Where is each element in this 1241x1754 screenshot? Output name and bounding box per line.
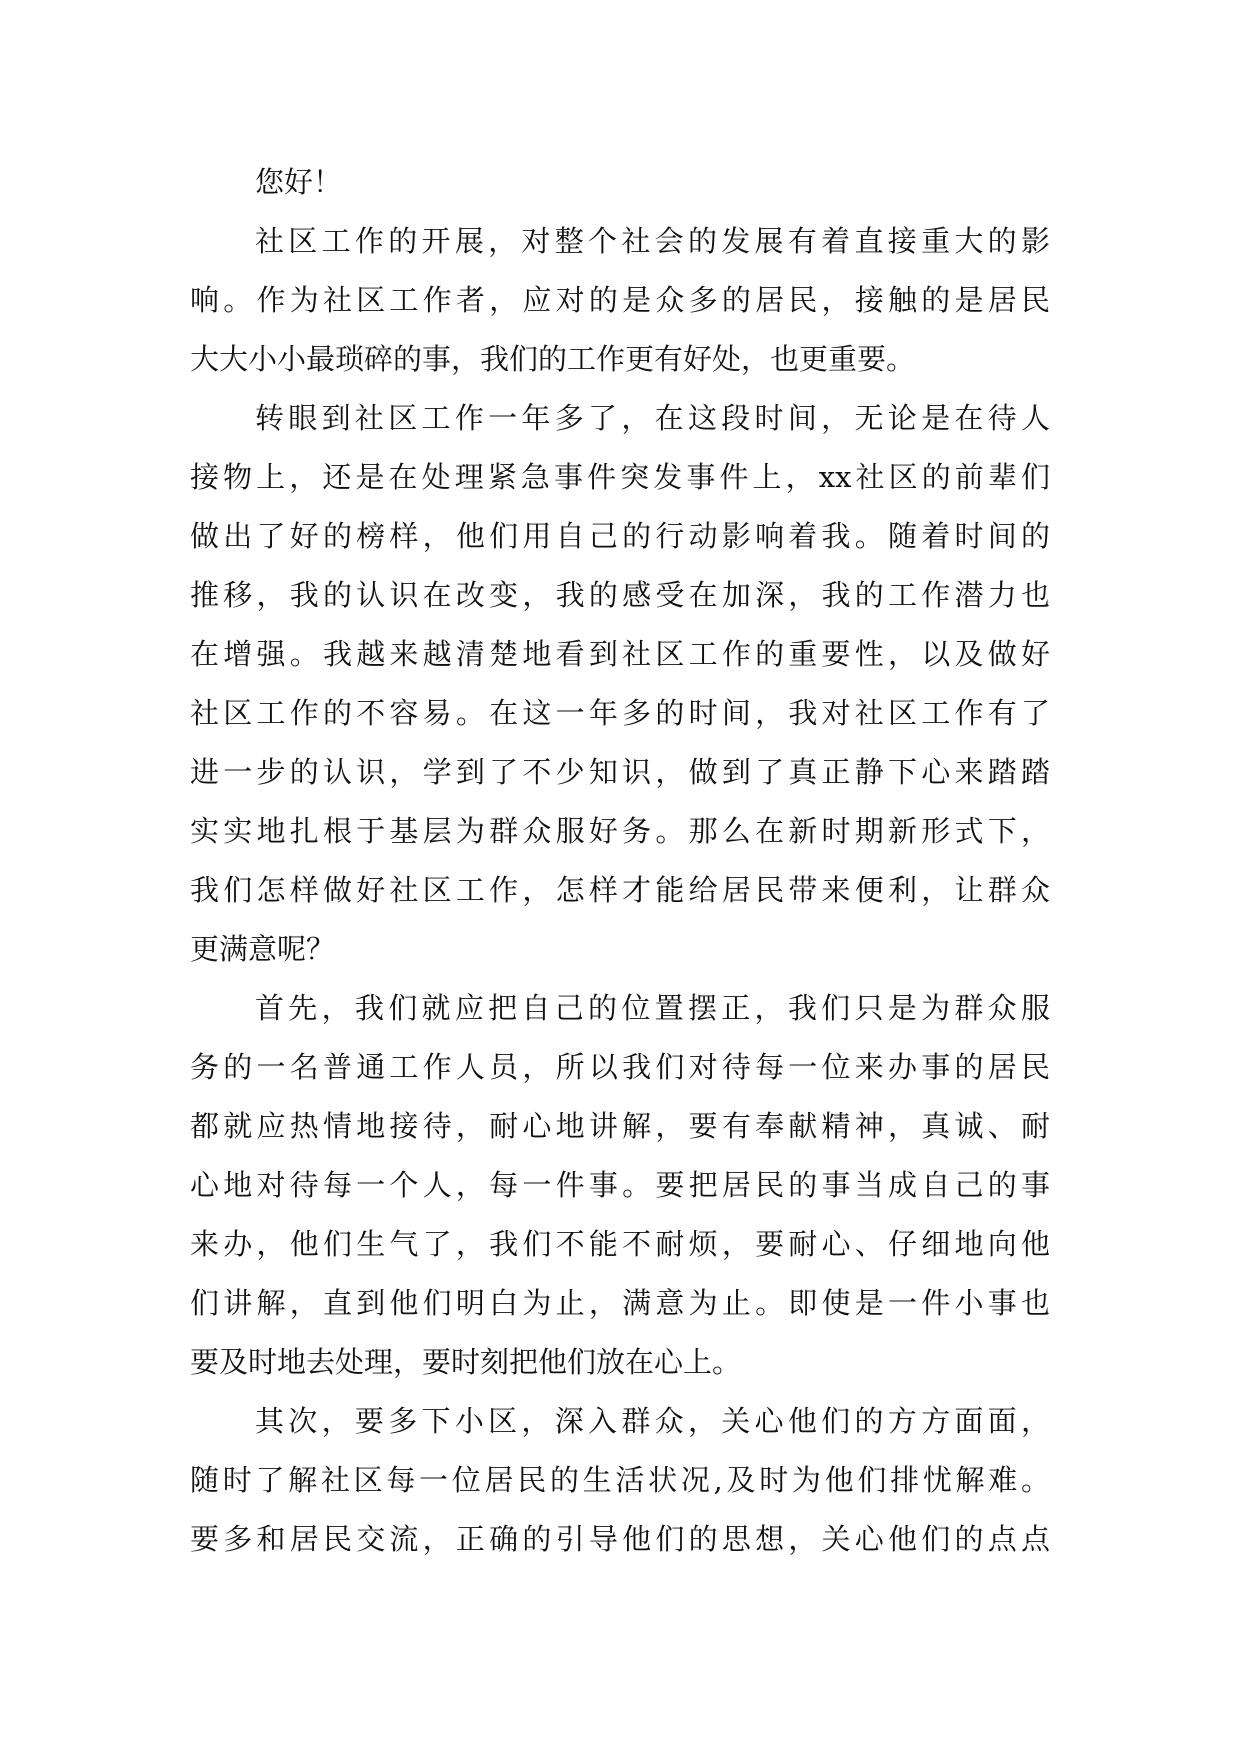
paragraph-4-line-3: 要多和居民交流，正确的引导他们的思想，关心他们的点点	[190, 1522, 1050, 1556]
paragraph-2-line-3: 做出了好的榜样，他们用自己的行动影响着我。随着时间的	[190, 519, 1050, 553]
paragraph-2-line-4: 推移，我的认识在改变，我的感受在加深，我的工作潜力也	[190, 578, 1050, 612]
paragraph-3-line-2: 务的一名普通工作人员，所以我们对待每一位来办事的居民	[190, 1050, 1050, 1084]
paragraph-3-line-7: 要及时地去处理，要时刻把他们放在心上。	[190, 1345, 742, 1379]
paragraph-2-line-1: 转眼到社区工作一年多了，在这段时间，无论是在待人	[255, 401, 1050, 435]
paragraph-4-line-1: 其次，要多下小区，深入群众，关心他们的方方面面，	[255, 1404, 1050, 1438]
paragraph-3-line-6: 们讲解，直到他们明白为止，满意为止。即使是一件小事也	[190, 1286, 1050, 1320]
paragraph-3-line-3: 都就应热情地接待，耐心地讲解，要有奉献精神，真诚、耐	[190, 1109, 1050, 1143]
paragraph-2-line-6: 社区工作的不容易。在这一年多的时间，我对社区工作有了	[190, 696, 1050, 730]
paragraph-2-line-8: 实实地扎根于基层为群众服好务。那么在新时期新形式下，	[190, 814, 1050, 848]
paragraph-1-line-2: 响。作为社区工作者，应对的是众多的居民，接触的是居民	[190, 283, 1050, 317]
paragraph-1-line-1: 社区工作的开展，对整个社会的发展有着直接重大的影	[255, 224, 1050, 258]
paragraph-2-line-7: 进一步的认识，学到了不少知识，做到了真正静下心来踏踏	[190, 755, 1050, 789]
paragraph-1-line-3: 大大小小最琐碎的事，我们的工作更有好处，也更重要。	[190, 342, 916, 376]
greeting: 您好！	[255, 165, 343, 199]
paragraph-2-line-5: 在增强。我越来越清楚地看到社区工作的重要性，以及做好	[190, 637, 1050, 671]
paragraph-3-line-5: 来办，他们生气了，我们不能不耐烦，要耐心、仔细地向他	[190, 1227, 1050, 1261]
paragraph-2-line-10: 更满意呢？	[190, 932, 336, 966]
paragraph-2-line-9: 我们怎样做好社区工作，怎样才能给居民带来便利，让群众	[190, 873, 1050, 907]
paragraph-3-line-4: 心地对待每一个人，每一件事。要把居民的事当成自己的事	[190, 1168, 1050, 1202]
paragraph-2-line-2: 接物上，还是在处理紧急事件突发事件上，xx社区的前辈们	[190, 460, 1050, 494]
paragraph-3-line-1: 首先，我们就应把自己的位置摆正，我们只是为群众服	[255, 991, 1050, 1025]
paragraph-4-line-2: 随时了解社区每一位居民的生活状况,及时为他们排忧解难。	[190, 1463, 1050, 1497]
